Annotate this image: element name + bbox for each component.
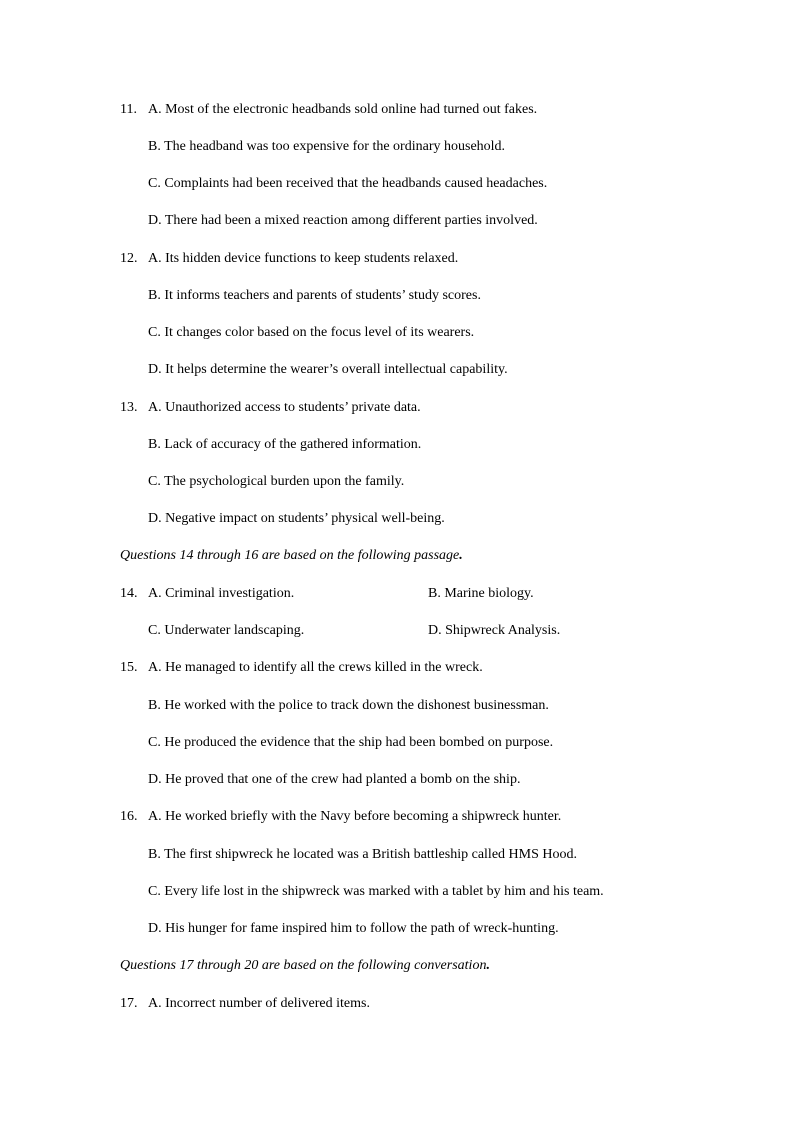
option-a: A. Criminal investigation. bbox=[148, 586, 295, 601]
option-b: B. He worked with the police to track down the dishonest businessman. bbox=[148, 698, 549, 713]
option-d: D. There had been a mixed reaction among different parties involved. bbox=[148, 213, 538, 228]
question-number: 15. bbox=[120, 660, 138, 675]
instruction-text: Questions 14 through 16 are based on the following passage. bbox=[120, 548, 463, 563]
option-b: B. Lack of accuracy of the gathered information. bbox=[148, 437, 422, 452]
option-b: B. The headband was too expensive for the ordinary household. bbox=[148, 139, 506, 154]
question-number: 17. bbox=[120, 996, 138, 1011]
question-number: 14. bbox=[120, 586, 138, 601]
option-d: D. He proved that one of the crew had planted a bomb on the ship. bbox=[148, 772, 521, 787]
option-a: A. Unauthorized access to students’ private data. bbox=[148, 400, 421, 415]
option-d: D. His hunger for fame inspired him to follow the path of wreck-hunting. bbox=[148, 921, 559, 936]
instruction-text: Questions 17 through 20 are based on the following conversation. bbox=[120, 958, 490, 973]
option-a: A. He worked briefly with the Navy before becoming a shipwreck hunter. bbox=[148, 809, 562, 824]
option-a: A. Most of the electronic headbands sold online had turned out fakes. bbox=[148, 102, 538, 117]
option-b: B. Marine biology. bbox=[428, 586, 534, 601]
question-number: 12. bbox=[120, 251, 138, 266]
option-c: C. Every life lost in the shipwreck was marked with a tablet by him and his team. bbox=[148, 884, 604, 899]
option-d: D. It helps determine the wearer’s overall intellectual capability. bbox=[148, 362, 508, 377]
question-number: 13. bbox=[120, 400, 138, 415]
option-d: D. Shipwreck Analysis. bbox=[428, 623, 561, 638]
option-c: C. The psychological burden upon the family. bbox=[148, 474, 405, 489]
option-c: C. Complaints had been received that the headbands caused headaches. bbox=[148, 176, 548, 191]
option-a: A. Its hidden device functions to keep students relaxed. bbox=[148, 251, 459, 266]
option-c: C. It changes color based on the focus level of its wearers. bbox=[148, 325, 475, 340]
question-number: 11. bbox=[120, 102, 137, 117]
option-c: C. He produced the evidence that the ship had been bombed on purpose. bbox=[148, 735, 554, 750]
option-c: C. Underwater landscaping. bbox=[148, 623, 305, 638]
option-b: B. The first shipwreck he located was a British battleship called HMS Hood. bbox=[148, 847, 577, 862]
option-a: A. Incorrect number of delivered items. bbox=[148, 996, 370, 1011]
option-b: B. It informs teachers and parents of students’ study scores. bbox=[148, 288, 481, 303]
option-a: A. He managed to identify all the crews killed in the wreck. bbox=[148, 660, 483, 675]
option-d: D. Negative impact on students’ physical well-being. bbox=[148, 511, 445, 526]
question-number: 16. bbox=[120, 809, 138, 824]
